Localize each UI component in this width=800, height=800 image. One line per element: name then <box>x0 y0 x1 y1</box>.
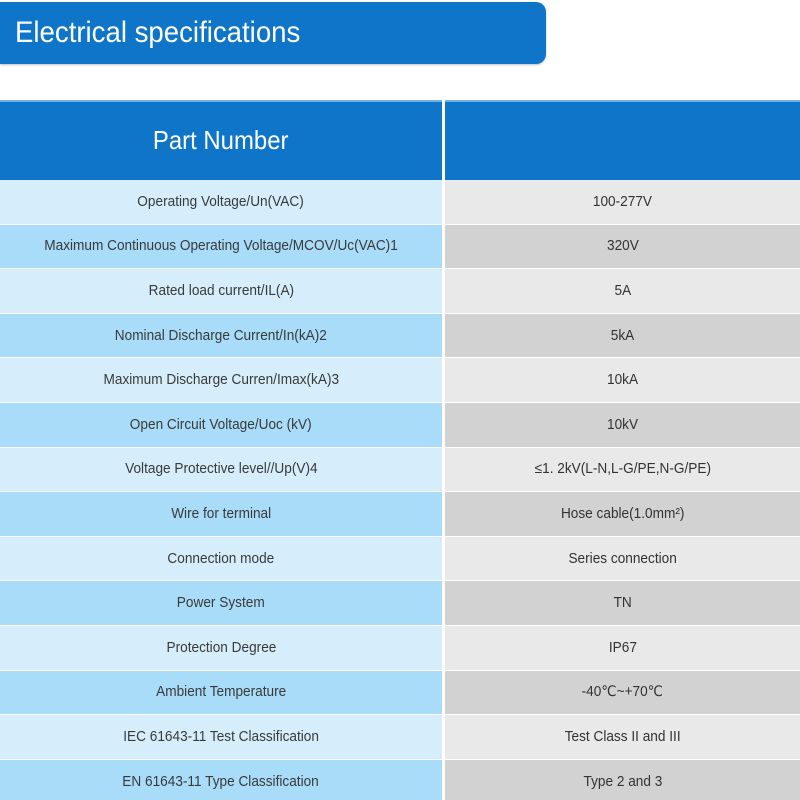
title-banner <box>0 2 546 64</box>
spec-label: Rated load current/IL(A) <box>148 282 294 299</box>
spec-value-cell <box>445 626 800 670</box>
spec-label-cell <box>0 715 445 759</box>
table-row <box>0 403 800 448</box>
spec-value: Type 2 and 3 <box>583 773 662 790</box>
spec-label-cell <box>0 626 445 670</box>
spec-label: Voltage Protective level//Up(V)4 <box>124 461 318 478</box>
table-row <box>0 760 800 800</box>
spec-label-cell <box>0 225 445 269</box>
table-row <box>0 537 800 582</box>
spec-value-cell <box>445 448 800 492</box>
spec-label-cell <box>0 760 445 800</box>
spec-label: Nominal Discharge Current/In(kA)2 <box>114 327 328 344</box>
spec-label: Power System <box>177 595 265 612</box>
spec-value-cell <box>445 537 800 581</box>
header-part-number-label: Part Number <box>153 124 289 155</box>
page-title: Electrical specifications <box>15 16 301 49</box>
spec-value: 10kA <box>606 372 639 389</box>
spec-label-cell <box>0 537 445 581</box>
spec-value: ≤1. 2kV(L-N,L-G/PE,N-G/PE) <box>534 461 711 478</box>
spec-label-cell <box>0 269 445 313</box>
spec-label: Operating Voltage/Un(VAC) <box>137 193 305 210</box>
spec-value-cell <box>445 269 800 313</box>
spec-label-cell <box>0 492 445 536</box>
spec-value-cell <box>445 225 800 269</box>
spec-value: 5kA <box>610 327 635 344</box>
spec-value: IP67 <box>608 639 637 656</box>
spec-value: Test Class II and III <box>564 728 681 745</box>
spec-value-cell <box>445 671 800 715</box>
header-part-number <box>0 100 445 180</box>
spec-label-cell <box>0 671 445 715</box>
table-row <box>0 492 800 537</box>
spec-value-cell <box>445 314 800 358</box>
spec-label: Wire for terminal <box>171 505 271 522</box>
spec-value-cell <box>445 492 800 536</box>
table-row <box>0 269 800 314</box>
table-row <box>0 448 800 493</box>
table-row <box>0 581 800 626</box>
table-row <box>0 626 800 671</box>
spec-value: 320V <box>606 238 639 255</box>
table-row <box>0 358 800 403</box>
spec-label-cell <box>0 448 445 492</box>
spec-value-cell <box>445 581 800 625</box>
table-header <box>0 100 800 180</box>
spec-label-cell <box>0 180 445 224</box>
table-row <box>0 180 800 225</box>
spec-value: Hose cable(1.0mm²) <box>560 505 685 522</box>
spec-value-cell <box>445 180 800 224</box>
spec-label: Connection mode <box>167 550 275 567</box>
spec-label: Ambient Temperature <box>155 684 287 701</box>
spec-label-cell <box>0 581 445 625</box>
spec-label-cell <box>0 358 445 402</box>
spec-label: Maximum Discharge Curren/Imax(kA)3 <box>103 372 339 389</box>
table-row <box>0 225 800 270</box>
spec-value-cell <box>445 403 800 447</box>
spec-value: 100-277V <box>592 193 653 210</box>
table-row <box>0 715 800 760</box>
spec-value: 5A <box>614 282 631 299</box>
spec-table <box>0 100 800 800</box>
spec-value-cell <box>445 358 800 402</box>
header-value-cell <box>445 100 800 180</box>
spec-label: EN 61643-11 Type Classification <box>122 773 320 790</box>
spec-label: Maximum Continuous Operating Voltage/MCOV/Uc(VAC)1 <box>44 238 398 255</box>
spec-label-cell <box>0 314 445 358</box>
spec-value: -40℃~+70℃ <box>581 684 664 701</box>
spec-label-cell <box>0 403 445 447</box>
spec-value: TN <box>613 595 632 612</box>
spec-label: IEC 61643-11 Test Classification <box>123 728 319 745</box>
spec-value: Series connection <box>568 550 677 567</box>
spec-value: 10kV <box>606 416 639 433</box>
spec-value-cell <box>445 715 800 759</box>
spec-label: Open Circuit Voltage/Uoc (kV) <box>130 416 312 433</box>
table-row <box>0 671 800 716</box>
spec-label: Protection Degree <box>166 639 276 656</box>
spec-value-cell <box>445 760 800 800</box>
table-row <box>0 314 800 359</box>
